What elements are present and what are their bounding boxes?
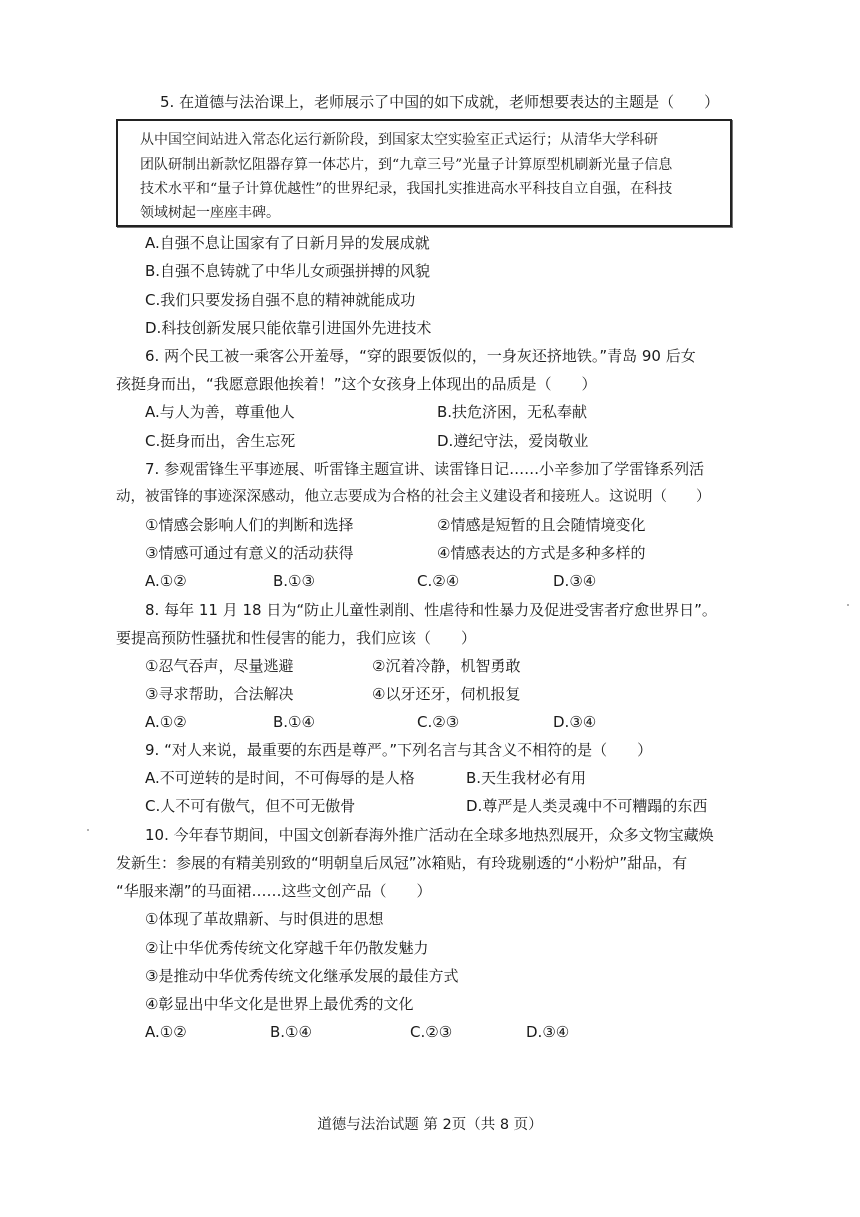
q8-statement-2: ②沉着冷静，机智勇敢 <box>372 657 521 675</box>
q8-option-c: C.②③ <box>417 713 460 731</box>
q10-option-d: D.③④ <box>526 1023 570 1041</box>
q7-option-c: C.②④ <box>417 572 460 590</box>
q7-option-b: B.①③ <box>273 572 315 590</box>
q7-statement-2: ②情感是短暂的且会随情境变化 <box>437 516 646 534</box>
q5-option-d: D.科技创新发展只能依靠引进国外先进技术 <box>145 319 432 337</box>
q5-box-line-1: 从中国空间站进入常态化运行新阶段，到国家太空实验室正式运行；从清华大学科研 <box>140 132 658 148</box>
q10-stem-line-3: “华服来潮”的马面裙……这些文创产品（ ） <box>116 882 432 900</box>
page-footer: 道德与法治试题 第 2页（共 8 页） <box>317 1117 543 1133</box>
q9-option-b: B.天生我材必有用 <box>466 769 587 787</box>
q8-option-a: A.①② <box>145 713 187 731</box>
q8-statement-4: ④以牙还牙，伺机报复 <box>372 685 521 703</box>
scan-speck <box>87 829 89 831</box>
q7-option-a: A.①② <box>145 572 187 590</box>
q6-option-c: C.挺身而出，舍生忘死 <box>145 432 296 450</box>
q9-option-a: A.不可逆转的是时间，不可侮辱的是人格 <box>145 769 415 787</box>
q5-option-b: B.自强不息铸就了中华儿女顽强拼搏的风貌 <box>145 262 431 280</box>
q8-option-b: B.①④ <box>273 713 315 731</box>
q10-statement-1: ①体现了革故鼎新、与时俱进的思想 <box>145 910 384 928</box>
q7-statement-1: ①情感会影响人们的判断和选择 <box>145 516 354 534</box>
q10-stem-line-2: 发新生：参展的有精美别致的“明朝皇后凤冠”冰箱贴，有玲珑剔透的“小粉炉”甜品，有 <box>116 854 688 872</box>
q5-option-a: A.自强不息让国家有了日新月异的发展成就 <box>145 234 430 252</box>
q5-box-line-2: 团队研制出新款忆阻器存算一体芯片，到“九章三号”光量子计算原型机刷新光量子信息 <box>140 157 673 173</box>
q10-option-a: A.①② <box>145 1023 187 1041</box>
q10-stem-line-1: 10. 今年春节期间，中国文创新春海外推广活动在全球多地热烈展开，众多文物宝藏焕 <box>145 826 714 844</box>
q8-stem-line-2: 要提高预防性骚扰和性侵害的能力，我们应该（ ） <box>116 629 477 647</box>
q8-stem-line-1: 8. 每年 11 月 18 日为“防止儿童性剥削、性虐待和性暴力及促进受害者疗愈世界日”。 <box>145 601 717 619</box>
scan-speck <box>847 604 849 606</box>
q7-stem-line-1: 7. 参观雷锋生平事迹展、听雷锋主题宣讲、读雷锋日记……小辛参加了学雷锋系列活 <box>145 460 705 478</box>
q10-statement-3: ③是推动中华优秀传统文化继承发展的最佳方式 <box>145 967 459 985</box>
q7-option-d: D.③④ <box>553 572 597 590</box>
q10-option-b: B.①④ <box>270 1023 312 1041</box>
q5-material-box <box>116 119 732 227</box>
q7-statement-3: ③情感可通过有意义的活动获得 <box>145 544 354 562</box>
q6-option-b: B.扶危济困，无私奉献 <box>437 403 588 421</box>
q10-statement-2: ②让中华优秀传统文化穿越千年仍散发魅力 <box>145 939 429 957</box>
q9-option-d: D.尊严是人类灵魂中不可糟蹋的东西 <box>466 797 708 815</box>
q6-stem-line-1: 6. 两个民工被一乘客公开羞辱，“穿的跟要饭似的，一身灰还挤地铁。”青岛 90 后女 <box>145 347 696 365</box>
q10-statement-4: ④彰显出中华文化是世界上最优秀的文化 <box>145 995 414 1013</box>
q5-box-line-4: 领域树起一座座丰碑。 <box>140 205 280 221</box>
q6-stem-line-2: 孩挺身而出，“我愿意跟他挨着！”这个女孩身上体现出的品质是（ ） <box>116 375 597 393</box>
q7-stem-line-2: 动，被雷锋的事迹深深感动，他立志要成为合格的社会主义建设者和接班人。这说明（ ） <box>116 489 711 505</box>
q5-box-line-3: 技术水平和“量子计算优越性”的世界纪录，我国扎实推进高水平科技自立自强，在科技 <box>140 181 673 197</box>
q8-statement-1: ①忍气吞声，尽量逃避 <box>145 657 294 675</box>
q10-option-c: C.②③ <box>410 1023 453 1041</box>
q5-option-c: C.我们只要发扬自强不息的精神就能成功 <box>145 291 416 309</box>
q7-statement-4: ④情感表达的方式是多种多样的 <box>437 544 646 562</box>
q5-stem: 5. 在道德与法治课上，老师展示了中国的如下成就，老师想要表达的主题是（ ） <box>160 93 720 111</box>
q8-statement-3: ③寻求帮助，合法解决 <box>145 685 294 703</box>
q8-option-d: D.③④ <box>553 713 597 731</box>
q6-option-a: A.与人为善，尊重他人 <box>145 403 295 421</box>
q9-stem: 9. “对人来说，最重要的东西是尊严。”下列名言与其含义不相符的是（ ） <box>145 741 653 759</box>
q6-option-d: D.遵纪守法，爱岗敬业 <box>437 432 589 450</box>
q9-option-c: C.人不可有傲气，但不可无傲骨 <box>145 797 356 815</box>
